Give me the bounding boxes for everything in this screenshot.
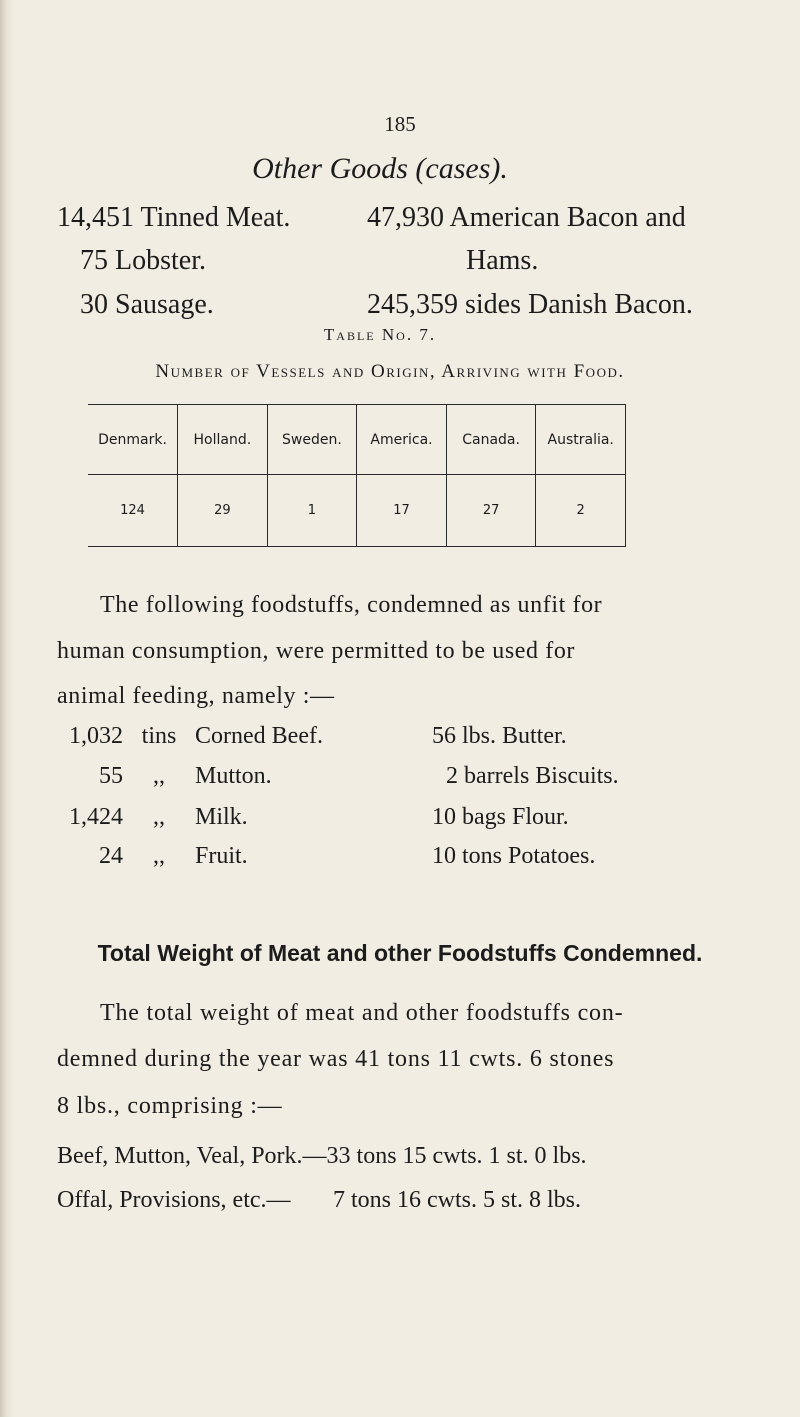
other-goods-item: 75 Lobster. bbox=[80, 245, 206, 276]
other-goods-item: 30 Sausage. bbox=[80, 289, 214, 320]
feeding-name: Fruit. bbox=[195, 843, 248, 869]
feeding-unit: ,, bbox=[153, 804, 165, 830]
table-cell: 17 bbox=[357, 475, 447, 547]
feeding-qty: 24 bbox=[99, 843, 123, 869]
feeding-item bbox=[57, 843, 248, 870]
other-goods-item: 47,930 American Bacon and bbox=[367, 202, 686, 233]
table-header-cell: Sweden. bbox=[267, 405, 357, 475]
summary-label: Beef, Mutton, Veal, Pork.— bbox=[57, 1143, 327, 1169]
paragraph-line: human consumption, were permitted to be used for bbox=[57, 638, 576, 664]
feeding-qty: 55 bbox=[99, 763, 123, 789]
paragraph-line: demned during the year was 41 tons 11 cwts. 6 stones bbox=[57, 1046, 615, 1072]
table-cell: 124 bbox=[120, 503, 145, 518]
summary-value: 33 tons 15 cwts. 1 st. 0 lbs. bbox=[326, 1143, 587, 1169]
table-header-cell: Australia. bbox=[536, 405, 626, 475]
feeding-item: 10 tons Potatoes. bbox=[432, 843, 596, 869]
section-heading: Total Weight of Meat and other Foodstuffs Condemned. bbox=[97, 940, 703, 966]
feeding-item bbox=[57, 763, 272, 790]
table-cell: 1 bbox=[267, 475, 357, 547]
vessels-table bbox=[88, 404, 626, 547]
feeding-name: Corned Beef. bbox=[195, 723, 323, 749]
table-cell: 29 bbox=[178, 475, 268, 547]
feeding-item bbox=[57, 804, 248, 831]
other-goods-item: 14,451 Tinned Meat. bbox=[57, 202, 291, 233]
feeding-unit: tins bbox=[141, 723, 177, 749]
feeding-qty: 1,424 bbox=[69, 804, 123, 830]
table-header-cell: America. bbox=[357, 405, 447, 475]
paragraph-line: 8 lbs., comprising :— bbox=[57, 1093, 283, 1119]
table-cell: 2 bbox=[536, 475, 626, 547]
table-number: Table No. 7. bbox=[323, 325, 437, 344]
table-caption: Number of Vessels and Origin, Arriving with Food. bbox=[155, 361, 625, 382]
feeding-item: 10 bags Flour. bbox=[432, 804, 569, 830]
feeding-unit: ,, bbox=[153, 763, 165, 789]
table-row bbox=[88, 475, 626, 547]
table-header-cell: Denmark. bbox=[98, 431, 167, 448]
paragraph-line: The total weight of meat and other foodstuffs con- bbox=[100, 1000, 624, 1026]
feeding-item: 2 barrels Biscuits. bbox=[446, 763, 619, 789]
section-title: Other Goods (cases). bbox=[252, 152, 508, 185]
table-cell: 27 bbox=[446, 475, 536, 547]
summary-value: 7 tons 16 cwts. 5 st. 8 lbs. bbox=[333, 1187, 582, 1213]
feeding-name: Mutton. bbox=[195, 763, 272, 789]
feeding-item bbox=[57, 723, 323, 750]
feeding-name: Milk. bbox=[195, 804, 248, 830]
feeding-qty: 1,032 bbox=[69, 723, 123, 749]
page-number: 185 bbox=[384, 112, 416, 136]
table-header-cell: Canada. bbox=[446, 405, 536, 475]
table-header-cell: Holland. bbox=[178, 405, 268, 475]
other-goods-item: 245,359 sides Danish Bacon. bbox=[367, 289, 693, 320]
summary-row bbox=[57, 1143, 587, 1170]
paragraph-line: animal feeding, namely :— bbox=[57, 683, 335, 709]
paragraph-line: The following foodstuffs, condemned as unfit for bbox=[100, 592, 603, 618]
other-goods-item: Hams. bbox=[466, 245, 539, 276]
summary-label: Offal, Provisions, etc.— bbox=[57, 1187, 291, 1213]
page-edge-shadow bbox=[0, 0, 14, 1417]
feeding-unit: ,, bbox=[153, 843, 165, 869]
summary-row bbox=[57, 1187, 581, 1214]
table-header-row bbox=[88, 405, 626, 475]
feeding-item: 56 lbs. Butter. bbox=[432, 723, 567, 749]
